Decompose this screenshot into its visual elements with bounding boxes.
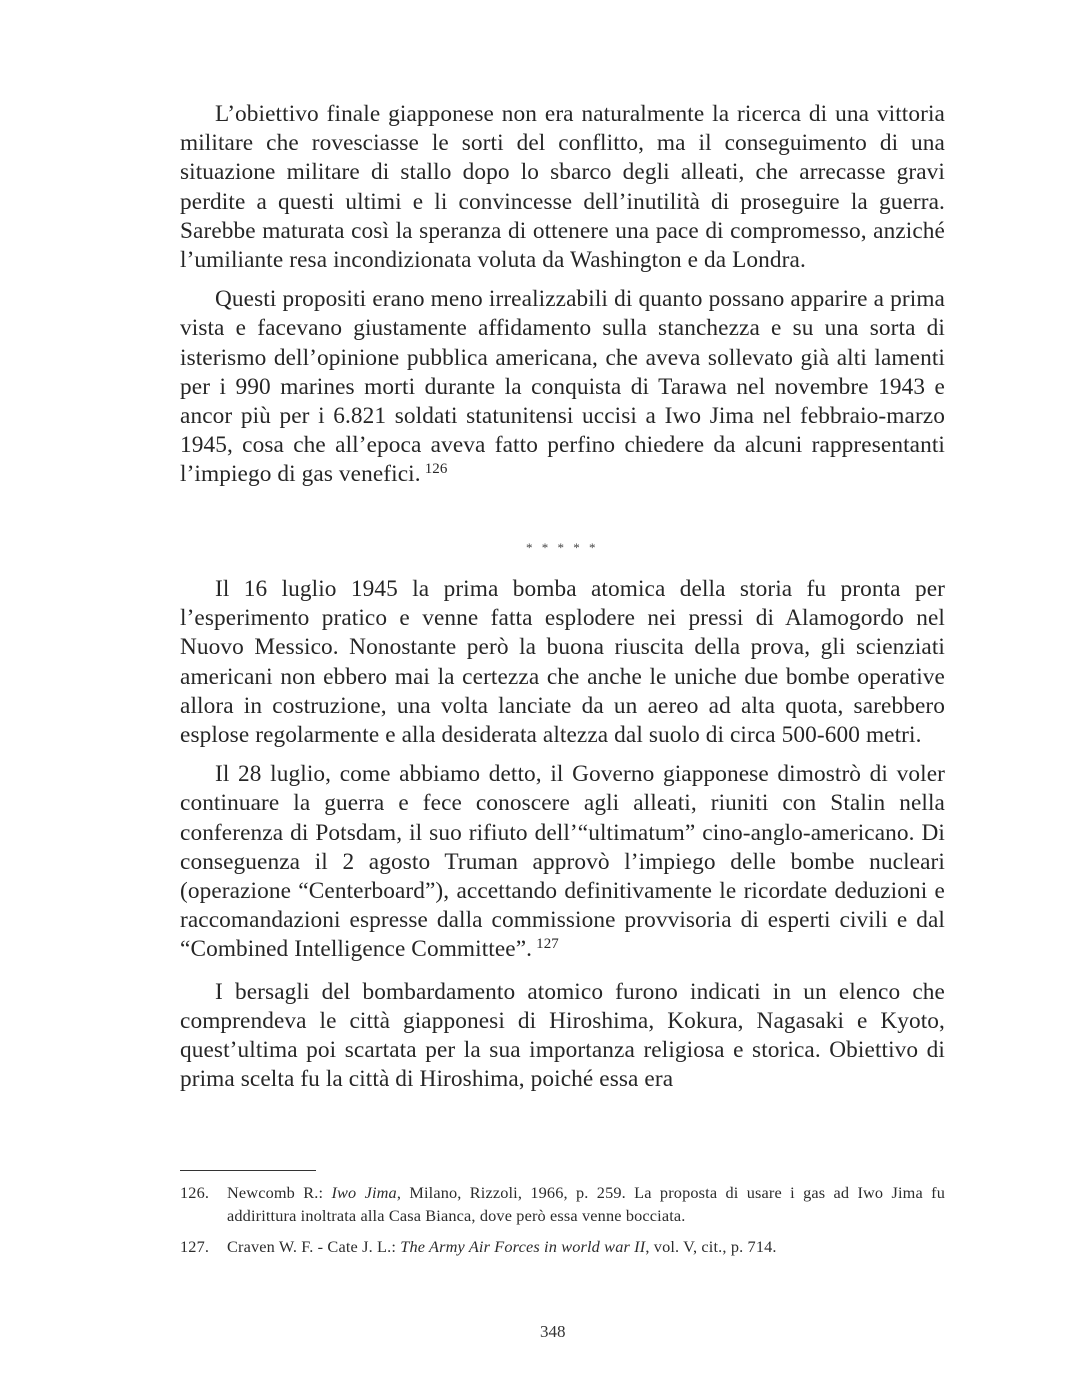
paragraph-2: Questi propositi erano meno irrealizzabili di quanto possano apparire a prima vista e facevano giustamente affidamento sulla stanchezza e su una sorta di isterismo dell’opinione pubblica americana, che aveva sollevato già alti lamenti per i 990 marines morti durante la conquista di Tarawa nel novembre 1943 e ancor più per i 6.821 soldati statunitensi uccisi a Iwo Jima nel febbraio-marzo 1945, cosa che all’epoca aveva fatto perfino chiedere da alcuni rappresentanti l’impiego di gas venefici. $^{126}$: [180, 286, 945, 488]
footnote-127: 127. Craven W. F. - Cate J. L.: The Army Air Forces in world war II, vol. V, cit., p. 714.: [180, 1236, 945, 1259]
footnote-number: 127.: [180, 1237, 210, 1256]
footnote-126: 126. Newcomb R.: Iwo Jima, Milano, Rizzoli, 1966, p. 259. La proposta di usare i gas ad Iwo Jima fu addirittura inoltrata alla Casa Bianca, dove però essa venne bocciata.: [180, 1183, 945, 1225]
paragraph-5: I bersagli del bombardamento atomico furono indicati in un elenco che comprendeva le città giapponesi di Hiroshima, Kokura, Nagasaki e Kyoto, quest’ultima poi scartata per la sua importanza religiosa e storica. Obiettivo di prima scelta fu la città di Hiroshima, poiché essa era: [180, 978, 945, 1093]
footnote-number: 126.: [180, 1183, 210, 1202]
paragraph-block-top: [180, 100, 945, 493]
section-separator: * * * * *: [526, 540, 599, 555]
footnote-divider: [180, 1170, 316, 1171]
paragraph-4: Il 28 luglio, come abbiamo detto, il Governo giapponese dimostrò di voler continuare la guerra e fece conoscere agli alleati, riuniti con Stalin nella conferenza di Potsdam, il suo rifiuto dell’“ultimatum” cino-anglo-americano. Di conseguenza il 2 agosto Truman approvò l’impiego delle bombe nucleari (operazione “Centerboard”), accettando definitivamente le ricordate deduzioni e raccomandazioni espresse dalla commissione provvisoria di esperti civili e dal “Combined Intelligence Committee”. $^{127}$: [180, 761, 945, 963]
footnotes: [180, 1182, 945, 1268]
footnote-ref-126[interactable]: 126: [424, 461, 448, 478]
footnote-ref-127[interactable]: 127: [536, 936, 559, 953]
page-number: 348: [540, 1322, 566, 1341]
paragraph-3: Il 16 luglio 1945 la prima bomba atomica della storia fu pronta per l’esperimento pratico e venne fatta esplodere nei pressi di Alamogordo nel Nuovo Messico. Nonostante però la buona riuscita della prova, gli scienziati americani non ebbero mai la certezza che anche le uniche due bombe operative allora in costruzione, una volta lanciate da un aereo ad alta quota, sarebbero esplose regolarmente e alla desiderata altezza dal suolo di circa 500-600 metri.: [180, 576, 945, 749]
paragraph-block-bottom: [180, 575, 945, 1094]
paragraph-1: L’obiettivo finale giapponese non era naturalmente la ricerca di una vittoria militare che rovesciasse le sorti del conflitto, ma il conseguimento di una situazione militare di stallo dopo lo sbarco degli alleati, che arrecasse gravi perdite a questi ultimi e li convincesse dell’inutilità di proseguire la guerra. Sarebbe maturata così la speranza di ottenere una pace di compromesso, anziché l’umiliante resa incondizionata voluta da Washington e da Londra.: [180, 101, 945, 274]
